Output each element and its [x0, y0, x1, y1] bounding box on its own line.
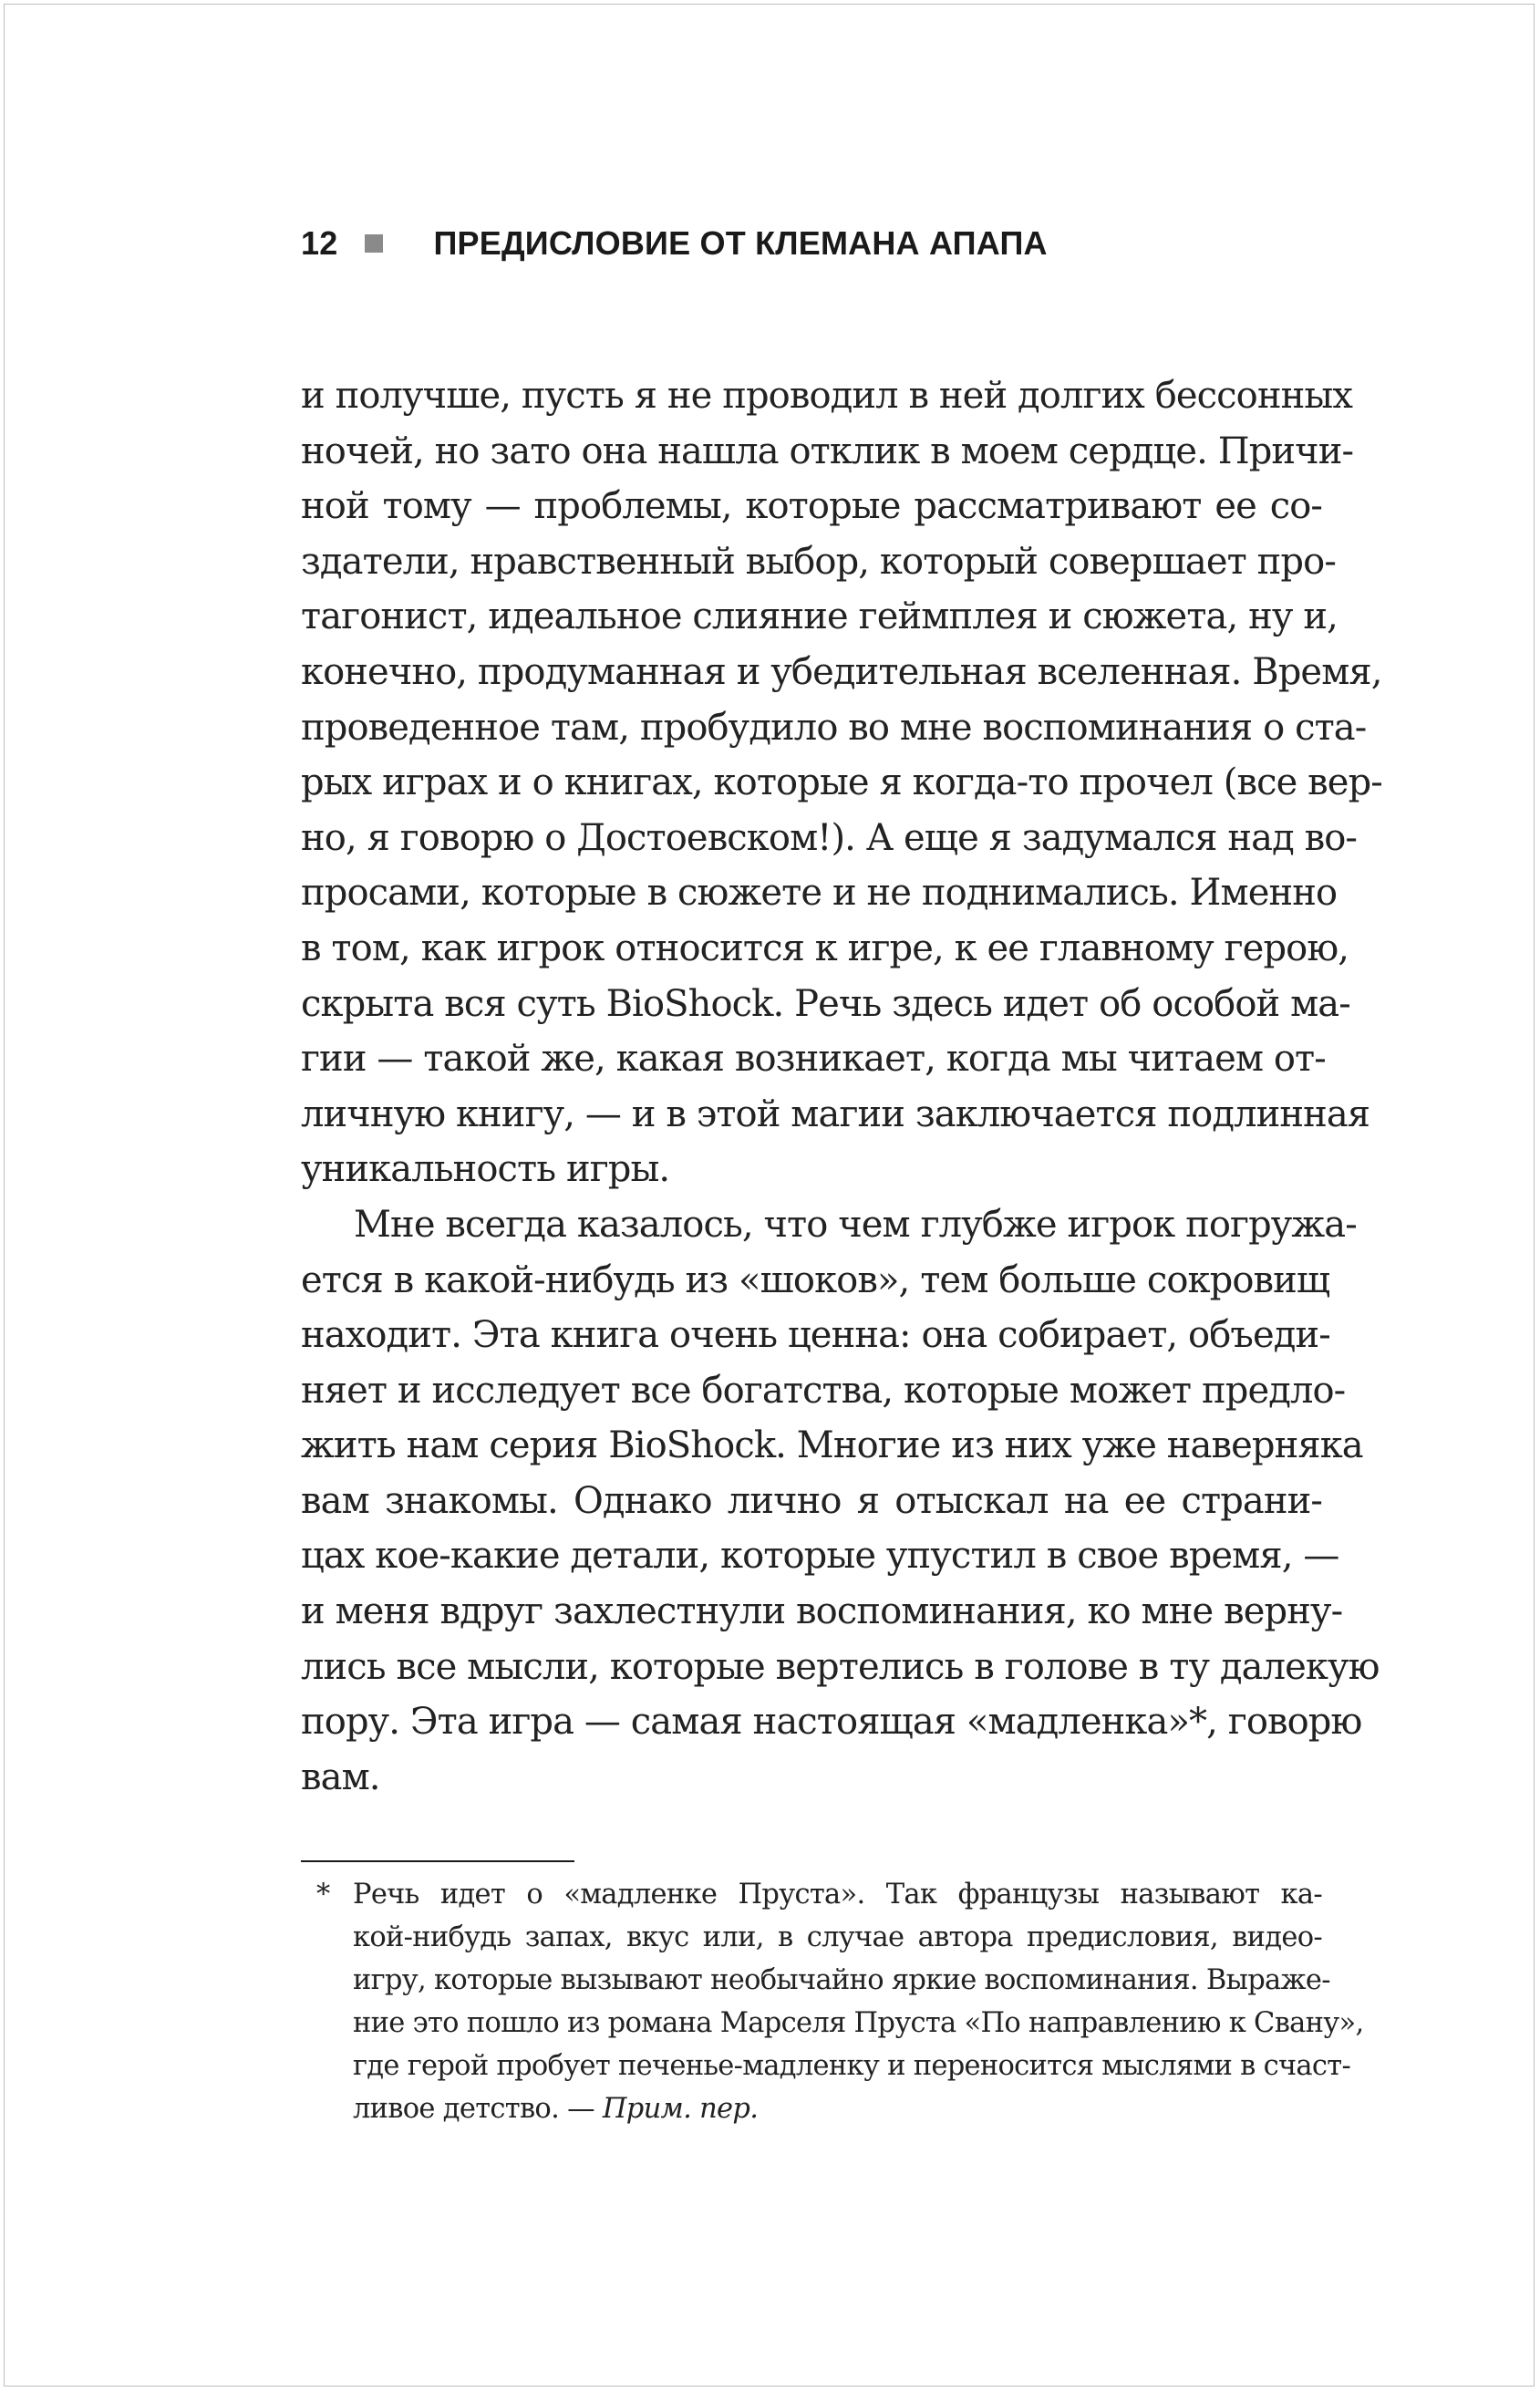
text-line: находит. Эта книга очень ценна: она собирает, объеди- [301, 1314, 1330, 1357]
text-line: жить нам серия BioShock. Многие из них уже наверняка [301, 1424, 1363, 1467]
text-line: рых играх и о книгах, которые я когда-то прочел (все вер- [301, 761, 1382, 804]
footnote-line: ние это пошло из романа Марселя Пруста «По направлению к Свану», [353, 2007, 1364, 2039]
footnote-marker: * [316, 1879, 330, 1910]
text-line: но, я говорю о Достоевском!). А еще я задумался над во- [301, 816, 1358, 859]
square-bullet-icon [365, 234, 383, 253]
paragraph-2 [301, 1197, 1380, 1806]
text-line: лись все мысли, которые вертелись в голове в ту далекую [301, 1645, 1380, 1688]
text-line: и получше, пусть я не проводил в ней долгих бессонных [301, 375, 1352, 417]
text-line: конечно, продуманная и убедительная вселенная. Время, [301, 650, 1382, 693]
text-line: просами, которые в сюжете и не поднимались. Именно [301, 872, 1338, 915]
text-line: ется в какой-нибудь из «шоков», тем больше сокровищ [301, 1258, 1330, 1301]
text-line: ночей, но зато она нашла отклик в моем сердце. Причи- [301, 430, 1354, 472]
footnote-divider [301, 1860, 574, 1862]
text-line: вам знакомы. Однако лично я отыскал на ее страни- [301, 1479, 1322, 1522]
paragraph-1 [301, 368, 1382, 1197]
body-text [301, 368, 1382, 1805]
text-line: личную книгу, — и в этой магии заключается подлинная [301, 1092, 1370, 1135]
footnote-line [316, 2087, 1322, 2130]
text-line: уникальность игры. [301, 1148, 670, 1191]
translator-note-label: Прим. пер. [602, 2093, 759, 2125]
text-line: скрыта вся суть BioShock. Речь здесь идет об особой ма- [301, 982, 1350, 1025]
page-number: 12 [301, 224, 338, 262]
text-line: здатели, нравственный выбор, который совершает про- [301, 540, 1336, 583]
text-line: проведенное там, пробудило во мне воспоминания о ста- [301, 706, 1367, 749]
footnote-line: игру, которые вызывают необычайно яркие воспоминания. Выраже- [353, 1964, 1330, 1996]
text-line: тагонист, идеальное слияние геймплея и сюжета, ну и, [301, 595, 1338, 638]
chapter-title: ПРЕДИСЛОВИЕ ОТ КЛЕМАНА АПАПА [433, 224, 1048, 262]
footnote-line: кой-нибудь запах, вкус или, в случае автора предисловия, видео- [353, 1921, 1322, 1953]
text-line: ной тому — проблемы, которые рассматривают ее со- [301, 485, 1322, 528]
text-line: няет и исследует все богатства, которые может предло- [301, 1369, 1346, 1412]
text-line: вам. [301, 1755, 380, 1798]
text-line: пору. Эта игра — самая настоящая «мадленка»*, говорю [301, 1701, 1362, 1744]
running-head [301, 221, 1048, 266]
text-line: цах кое-какие детали, которые упустил в свое время, — [301, 1535, 1339, 1578]
footnote [316, 1873, 1364, 2130]
text-line: и меня вдруг захлестнули воспоминания, ко мне верну- [301, 1590, 1343, 1633]
footnote-line [316, 1873, 1322, 1916]
footnote-text: Речь идет о «мадленке Пруста». Так французы называют ка- [353, 1879, 1322, 1910]
footnote-text: ливое детство. — [353, 2093, 594, 2125]
text-line: гии — такой же, какая возникает, когда мы читаем от- [301, 1038, 1326, 1081]
text-line: в том, как игрок относится к игре, к ее главному герою, [301, 927, 1349, 969]
footnote-line: где герой пробует печенье-мадленку и переносится мыслями в счаст- [353, 2050, 1351, 2082]
text-line: Мне всегда казалось, что чем глубже игрок погружа- [354, 1203, 1357, 1246]
